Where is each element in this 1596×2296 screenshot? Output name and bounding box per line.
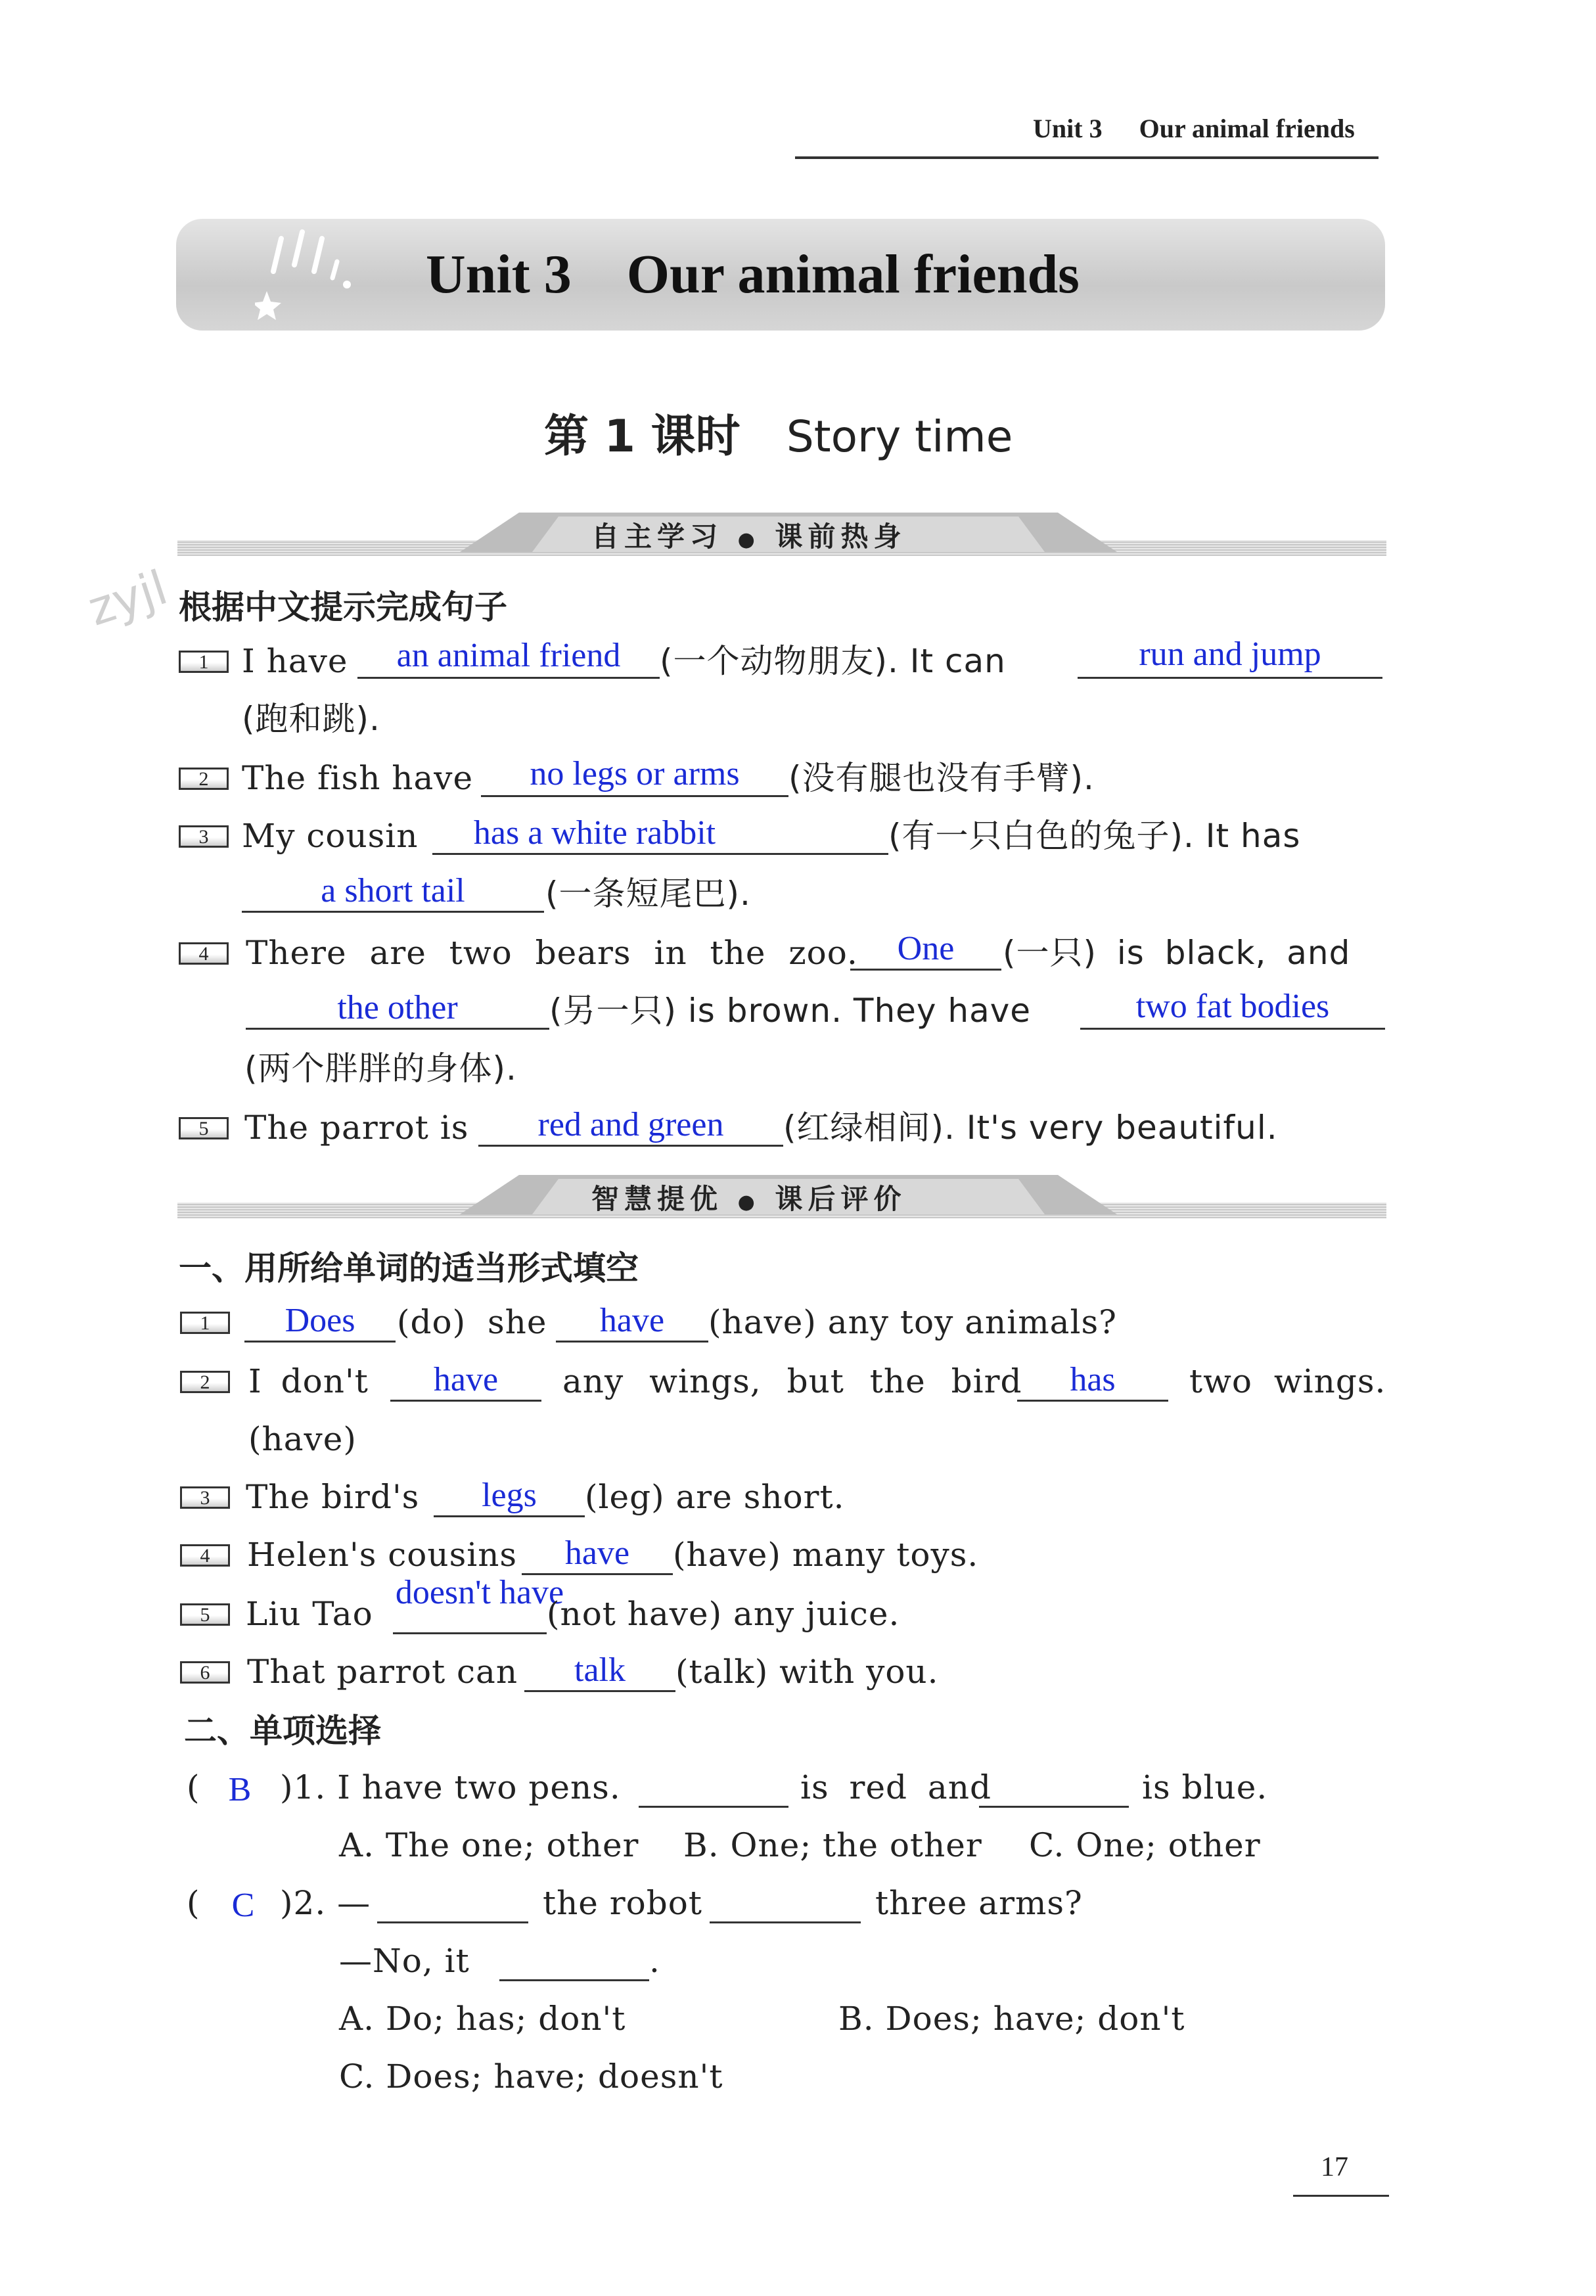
- q2-stem5: .: [649, 1942, 660, 1980]
- blank-line: [850, 969, 1001, 971]
- blank-line: [710, 1921, 861, 1923]
- blank-line: [639, 1806, 788, 1808]
- part0-4-t4: (两个胖胖的身体).: [244, 1049, 517, 1088]
- q1-option-b: B. One; the other: [683, 1826, 982, 1864]
- blank-line: [481, 795, 788, 797]
- part1-1-answer-2: have: [599, 1302, 665, 1339]
- part1-2-answer-2: has: [1070, 1361, 1116, 1398]
- part0-4-t2: (一只) is black, and: [1003, 934, 1351, 972]
- part1-2-t3: two wings.: [1189, 1362, 1386, 1400]
- blank-line: [244, 1341, 396, 1343]
- part1-num-1: 1: [180, 1312, 230, 1334]
- part0-num-2: 2: [179, 768, 229, 790]
- lesson-title: [544, 401, 1013, 465]
- q2-stem4: —No, it: [339, 1942, 470, 1980]
- part0-4-answer-2: the other: [337, 989, 458, 1026]
- blank-line: [393, 1632, 547, 1634]
- bar2-left: 智慧提优: [591, 1183, 723, 1215]
- q2-stem2: the robot: [543, 1884, 702, 1922]
- blank-line: [246, 1028, 549, 1030]
- part0-2-t2: (没有腿也没有手臂).: [788, 759, 1095, 797]
- blank-line: [478, 1145, 783, 1147]
- part1-1-t2: (have) any toy animals?: [708, 1303, 1117, 1341]
- part0-num-5: 5: [179, 1117, 229, 1139]
- part1-heading: 一、用所给单词的适当形式填空: [179, 1249, 639, 1287]
- part1-1-t1: (do) she: [397, 1303, 547, 1341]
- part0-3-answer-1: has a white rabbit: [473, 814, 716, 852]
- sparkle-decoration-icon: [255, 225, 373, 324]
- part0-num-1: 1: [179, 651, 229, 673]
- part1-num-6: 6: [180, 1661, 230, 1684]
- blank-line: [979, 1806, 1129, 1808]
- blank-line: [377, 1921, 528, 1923]
- running-header: [1033, 113, 1355, 144]
- section-bar-1-label: 自主学习 ● 课前热身: [591, 520, 907, 553]
- page-number: 17: [1321, 2152, 1348, 2182]
- part0-2-answer-1: no legs or arms: [530, 755, 740, 792]
- part1-2-t4: (have): [248, 1420, 357, 1458]
- part0-4-answer-3: two fat bodies: [1135, 988, 1330, 1025]
- part0-1-t1: I have: [242, 642, 348, 680]
- part0-num-4: 4: [179, 942, 229, 965]
- q2-stem1: )2. —: [280, 1884, 371, 1922]
- part0-3-t3: (一条短尾巴).: [545, 875, 751, 913]
- part1-num-5: 5: [180, 1603, 230, 1626]
- watermark: zyjl: [81, 559, 174, 637]
- lesson-cn: 第 1 课时: [544, 411, 741, 463]
- blank-line: [1080, 1028, 1385, 1030]
- bar1-left: 自主学习: [591, 520, 723, 553]
- banner-title: Unit 3 Our animal friends: [426, 244, 1080, 305]
- q1-option-a: A. The one; other: [339, 1826, 639, 1864]
- q1-option-c: C. One; other: [1029, 1826, 1261, 1864]
- part0-5-t2: (红绿相间). It's very beautiful.: [783, 1109, 1278, 1147]
- part1-6-t2: (talk) with you.: [675, 1653, 939, 1691]
- blank-line: [556, 1341, 708, 1343]
- part0-1-answer-1: an animal friend: [396, 637, 621, 674]
- part1-4-answer-1: have: [564, 1534, 630, 1572]
- part0-3-answer-2: a short tail: [321, 872, 465, 909]
- blank-line: [499, 1979, 649, 1981]
- part1-4-t2: (have) many toys.: [673, 1536, 979, 1574]
- part1-num-2: 2: [180, 1371, 230, 1393]
- part0-1-t3: (跑和跳).: [242, 700, 380, 738]
- blank-line: [357, 677, 660, 679]
- part0-4-answer-1: One: [897, 930, 955, 967]
- header-rule: [795, 156, 1379, 159]
- blank-line: [1017, 1400, 1168, 1402]
- lesson-en: Story time: [786, 411, 1013, 462]
- part1-2-answer-1: have: [433, 1361, 499, 1398]
- part0-5-t1: The parrot is: [244, 1109, 469, 1147]
- q1-stem2: is red and: [800, 1768, 992, 1806]
- bar2-right: 课后评价: [775, 1183, 907, 1215]
- q1-answer: B: [228, 1771, 252, 1808]
- header-unit: Unit 3: [1033, 114, 1103, 143]
- blank-line: [524, 1690, 675, 1692]
- q2-option-c: C. Does; have; doesn't: [339, 2057, 723, 2096]
- part1-2-t2: any wings, but the bird: [562, 1362, 1022, 1400]
- blank-line: [432, 853, 888, 855]
- part0-1-t2: (一个动物朋友). It can: [660, 642, 1006, 680]
- q2-stem3: three arms?: [875, 1884, 1083, 1922]
- part1-5-answer-1: doesn't have: [395, 1574, 564, 1611]
- part0-3-t1: My cousin: [242, 817, 419, 855]
- part1-3-answer-1: legs: [482, 1477, 537, 1514]
- header-title: Our animal friends: [1139, 114, 1355, 143]
- part1-4-t1: Helen's cousins: [247, 1536, 518, 1574]
- part0-3-t2: (有一只白色的兔子). It has: [888, 817, 1301, 855]
- q2-answer: C: [231, 1887, 255, 1924]
- part0-heading: 根据中文提示完成句子: [179, 588, 507, 626]
- part1-3-t2: (leg) are short.: [585, 1478, 845, 1516]
- q2-option-b: B. Does; have; don't: [838, 2000, 1185, 2038]
- unit-banner: [176, 219, 1385, 331]
- part1-3-t1: The bird's: [246, 1478, 420, 1516]
- q2-option-a: A. Do; has; don't: [339, 2000, 626, 2038]
- section-bar-2-label: 智慧提优 ● 课后评价: [591, 1183, 907, 1215]
- part0-1-answer-2: run and jump: [1139, 635, 1321, 673]
- blank-line: [434, 1515, 585, 1517]
- blank-line: [390, 1400, 541, 1402]
- q1-stem1: )1. I have two pens.: [280, 1768, 621, 1806]
- part1-1-answer-1: Does: [285, 1302, 355, 1339]
- blank-line: [1078, 677, 1382, 679]
- q2-paren-open: (: [187, 1884, 200, 1922]
- part1-5-t2: (not have) any juice.: [547, 1595, 900, 1633]
- part2-heading: 二、单项选择: [184, 1712, 381, 1750]
- part1-6-answer-1: talk: [574, 1651, 626, 1689]
- blank-line: [242, 911, 544, 913]
- part0-4-t1: There are two bears in the zoo.: [246, 934, 858, 972]
- part1-2-t1: I don't: [248, 1362, 369, 1400]
- part1-5-t1: Liu Tao: [246, 1595, 373, 1633]
- footer-rule: [1293, 2195, 1389, 2197]
- part0-5-answer-1: red and green: [537, 1106, 724, 1143]
- q1-stem3: is blue.: [1142, 1768, 1268, 1806]
- part0-4-t3: (另一只) is brown. They have: [549, 992, 1032, 1030]
- bar1-right: 课前热身: [775, 520, 907, 553]
- part1-num-4: 4: [180, 1544, 230, 1567]
- part0-2-t1: The fish have: [242, 759, 474, 797]
- part1-num-3: 3: [180, 1486, 230, 1509]
- q1-paren-open: (: [187, 1768, 200, 1806]
- part1-6-t1: That parrot can: [247, 1653, 518, 1691]
- part0-num-3: 3: [179, 825, 229, 848]
